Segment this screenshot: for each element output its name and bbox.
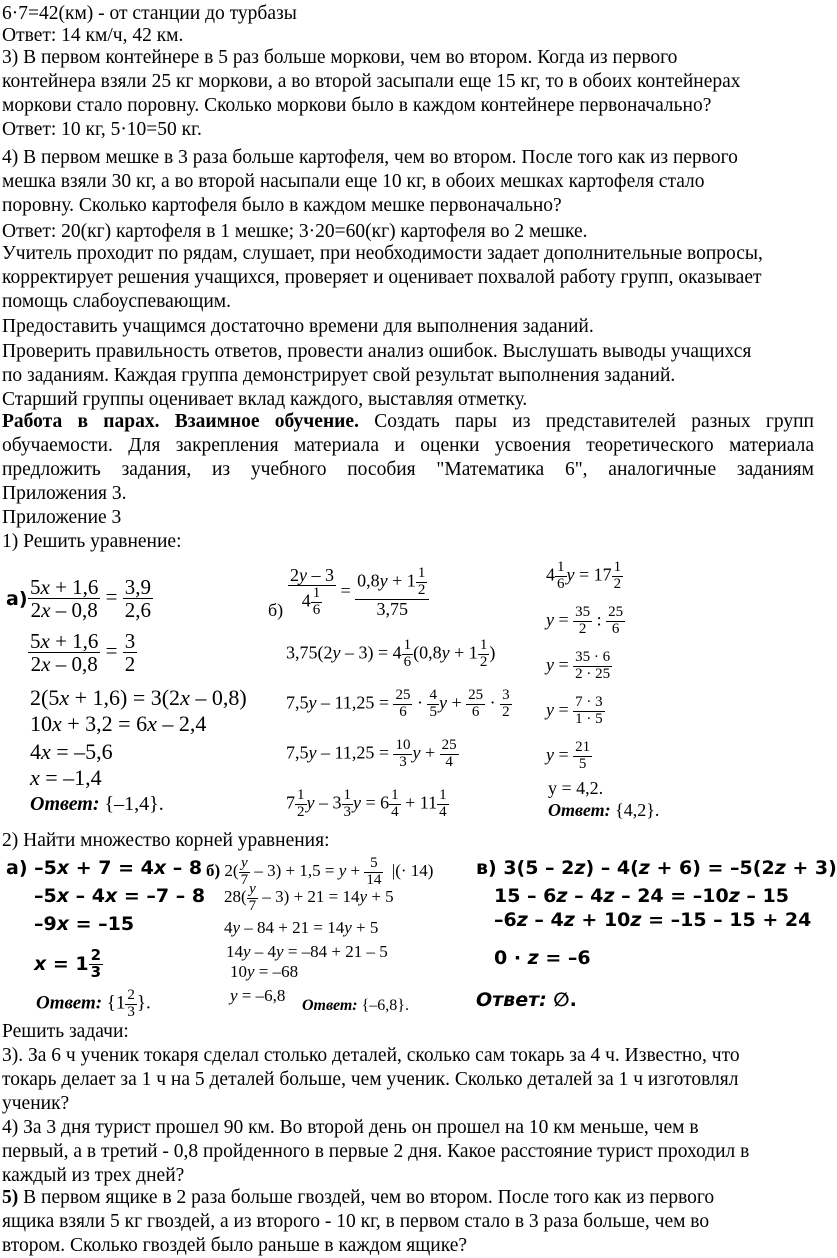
text-line: Предоставить учащимся достаточно времени для выполнения заданий.	[2, 316, 594, 337]
equation: 0 · z = –6	[494, 947, 591, 969]
equation-answer: Ответ: {4,2}.	[548, 800, 660, 820]
equation: $\frac{5x + 1,6}{2x - 0,8}$ = $\frac{3}{2}$	[30, 629, 136, 677]
equation: 7 $\frac{1}{2}$ y – 3 $\frac{1}{3}$ y = 6 $\frac{1}{4}$ + 11 $\frac{1}{4}$	[286, 787, 447, 820]
equation: б) 2( $\frac{y}{7}$ – 3) + 1,5 = y + $\frac{5}{14}$ |(· 14)	[206, 855, 434, 888]
text-line: каждый из трех дней?	[2, 1165, 185, 1186]
equation: в) 3(5 – 2z) – 4(z + 6) = –5(2z + 3)	[476, 857, 837, 879]
text-line: токарь делает за 1 ч на 5 деталей больше, чем ученик. Сколько деталей за 1 ч изготовлял	[2, 1069, 739, 1090]
equation: 28( $\frac{y}{7}$ – 3) + 21 = 14y + 5	[224, 881, 394, 914]
text-line: мешка взяли 30 кг, а во второй насыпали еще 10 кг, в обоих мешках картофеля стало	[2, 171, 705, 192]
equation: 4y – 84 + 21 = 14y + 5	[224, 918, 379, 937]
text-line: ученик?	[2, 1093, 70, 1114]
equation: x = –1,4	[30, 765, 102, 790]
equation: 4x = –5,6	[30, 739, 113, 764]
task-number: 5)	[2, 1187, 19, 1208]
text-line: 3) В первом контейнере в 5 раз больше моркови, чем во втором. Когда из первого	[2, 47, 678, 68]
text-line: Приложения 3.	[2, 483, 127, 504]
text-line: 2) Найти множество корней уравнения:	[2, 830, 330, 851]
equation: y = $\frac{7 \cdot 3}{1 \cdot 5}$	[546, 694, 603, 727]
text-line: первый, а в третий - 0,8 пройденного в первые 2 дня. Какое расстояние турист проходил в	[2, 1141, 750, 1162]
text-line: 3). За 6 ч ученик токаря сделал столько деталей, сколько сам токарь за 4 ч. Известно, что	[2, 1045, 740, 1066]
text-line: 5) В первом ящике в 2 раза больше гвоздей, чем во втором. После того как из первого	[2, 1187, 715, 1208]
equation: –9x = –15	[34, 913, 135, 935]
equation: 14y – 4y = –84 + 21 – 5	[226, 942, 388, 961]
text-line: втором. Сколько гвоздей было раньше в каждом ящике?	[2, 1235, 468, 1256]
text-line: контейнера взяли 25 кг моркови, а во второй засыпали еще 15 кг, то в обоих контейнерах	[2, 71, 741, 92]
equation-answer: Ответ: {1 $\frac{2}{3}$ }.	[36, 987, 151, 1020]
text-line: Старший группы оценивает вклад каждого, выставляя отметку.	[2, 389, 528, 410]
text-line: предложить задания, из учебного пособия "Математика 6", аналогичные заданиям	[2, 459, 814, 480]
text-line: Учитель проходит по рядам, слушает, при необходимости задает дополнительные вопросы,	[2, 243, 763, 264]
equation-answer: Ответ: {–6,8}.	[302, 997, 409, 1014]
text-line: Ответ: 14 км/ч, 42 км.	[2, 25, 184, 46]
equation: –6z – 4z + 10z = –15 – 15 + 24	[494, 909, 812, 931]
equation: $\frac{5x + 1,6}{2x - 0,8}$ = $\frac{3,9}{2,6}$	[30, 575, 152, 623]
text-line: 1) Решить уравнение:	[2, 531, 182, 552]
equation: 15 – 6z – 4z – 24 = –10z – 15	[494, 885, 789, 907]
equation: y = 4,2.	[548, 778, 604, 798]
equation: 10x + 3,2 = 6x – 2,4	[30, 711, 207, 736]
equation: 2(5x + 1,6) = 3(2x – 0,8)	[30, 685, 247, 710]
text-line: корректирует решения учащихся, проверяет и оценивает похвалой работу групп, оказывает	[2, 267, 762, 288]
equation: y = $\frac{21}{5}$	[546, 739, 591, 772]
text-line: поровну. Сколько картофеля было в каждом мешке первоначально?	[2, 195, 562, 216]
equation-label: а)	[6, 588, 28, 610]
text-line: ящика взяли 5 кг гвоздей, а из второго - 10 кг, в первом стало в 3 раза больше, чем во	[2, 1211, 710, 1232]
equation: а) –5x + 7 = 4x – 8	[6, 857, 203, 879]
text-line: Ответ: 20(кг) картофеля в 1 мешке; 3·20=60(кг) картофеля во 2 мешке.	[2, 221, 588, 242]
equation: 7,5y – 11,25 = $\frac{10}{3}$ y + $\frac{25}{4}$	[286, 737, 457, 770]
equation: y = $\frac{35}{2}$ : $\frac{25}{6}$	[546, 604, 624, 637]
equation: 4 $\frac{1}{6}$ y = 17 $\frac{1}{2}$	[546, 559, 622, 592]
text-line: 4) В первом мешке в 3 раза больше картофеля, чем во втором. После того как из первого	[2, 147, 738, 168]
equation-answer: Ответ: {–1,4}.	[30, 793, 164, 815]
equation: –5x – 4x = –7 – 8	[34, 885, 206, 907]
equation: 7,5y – 11,25 = $\frac{25}{6}$ · $\frac{4}{5}$ y + $\frac{25}{6}$ · $\frac{3}{2}$	[286, 687, 510, 720]
text-line: обучаемости. Для закрепления материала и оценки усвоения теоретического материала	[2, 435, 814, 456]
text-line: Работа в парах. Взаимное обучение. Создать пары из представителей разных групп	[2, 411, 814, 432]
equation-label: б)	[268, 600, 284, 620]
text-line: моркови стало поровну. Сколько моркови было в каждом контейнере первоначально?	[2, 95, 712, 116]
text-line: 6·7=42(км) - от станции до турбазы	[2, 3, 297, 24]
section-heading: Работа в парах. Взаимное обучение.	[2, 411, 359, 432]
equation: x = 1 $\frac{2}{3}$	[34, 946, 102, 981]
equation: y = –6,8	[230, 986, 286, 1005]
text-line: Ответ: 10 кг, 5·10=50 кг.	[2, 119, 202, 140]
equation-answer: Ответ: ∅.	[476, 989, 577, 1011]
text-line: помощь слабоуспевающим.	[2, 291, 231, 312]
text-line: Проверить правильность ответов, провести анализ ошибок. Выслушать выводы учащихся	[2, 341, 752, 362]
text-line: по заданиям. Каждая группа демонстрирует свой результат выполнения заданий.	[2, 365, 676, 386]
text-line: 4) За 3 дня турист прошел 90 км. Во второй день он прошел на 10 км меньше, чем в	[2, 1117, 699, 1138]
equation: 10y = –68	[230, 962, 299, 981]
equation: 2y – 3 4 $\frac{1}{6}$ = 0,8y + 1 $\frac{1}{2}$ 3,75	[288, 566, 429, 618]
text-line: Решить задачи:	[2, 1021, 129, 1042]
equation: y = $\frac{35 \cdot 6}{2 \cdot 25}$	[546, 649, 611, 682]
text-line: Приложение 3	[2, 507, 122, 528]
equation: 3,75(2y – 3) = 4 $\frac{1}{6}$ (0,8y + 1 $\frac{1}{2}$ )	[286, 637, 496, 670]
